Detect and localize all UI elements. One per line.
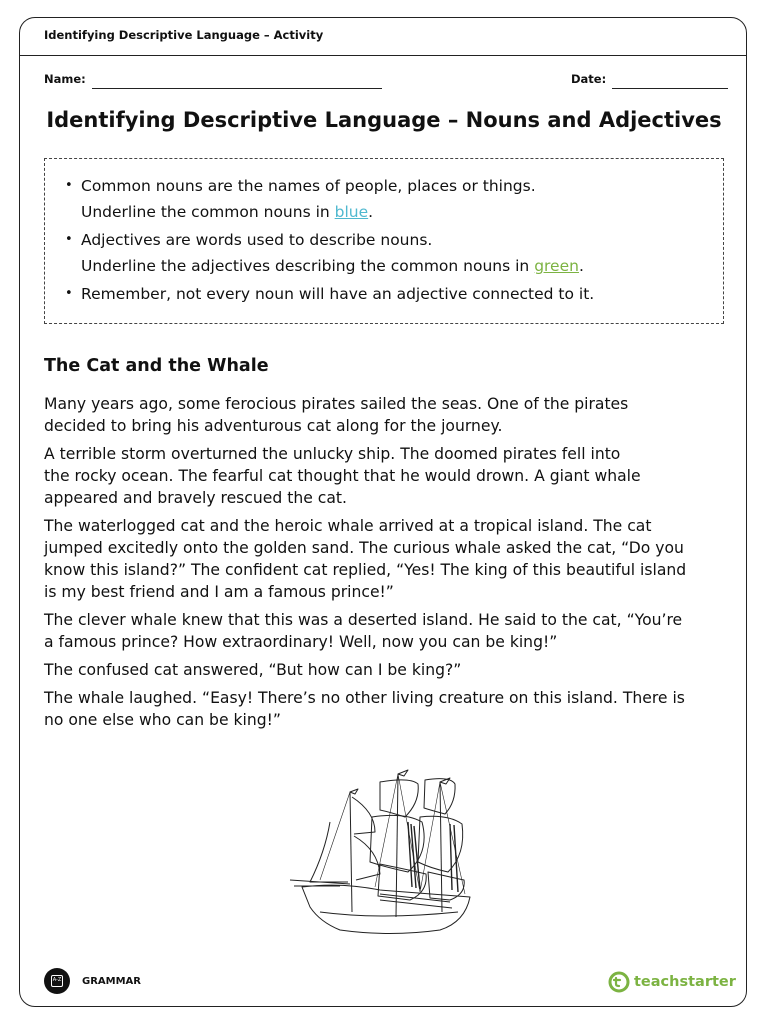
story-paragraph: A terrible storm overturned the unlucky ship. The doomed pirates fell into the rocky ocean. The fearful cat thought that he would drown. A giant whale appeared and bravely rescued the cat.: [44, 445, 641, 507]
bullet-icon: •: [65, 286, 73, 301]
story-paragraph: The clever whale knew that this was a deserted island. He said to the cat, “You’re a famous prince? How extraordinary! Well, now you can be king!”: [44, 611, 683, 651]
instruction-text: Adjectives are words used to describe nouns.: [81, 231, 433, 249]
story-paragraph: The whale laughed. “Easy! There’s no other living creature on this island. There is no one else who can be king!”: [44, 689, 685, 729]
story-body: [44, 393, 734, 737]
name-field[interactable]: [44, 72, 382, 89]
bullet-icon: •: [65, 232, 73, 247]
date-field[interactable]: [571, 72, 728, 89]
instructions-list: [65, 173, 711, 309]
name-line[interactable]: [92, 74, 382, 89]
brand-name: teachstarter: [634, 974, 736, 990]
instruction-item: [65, 281, 711, 307]
sailing-ship-illustration: [280, 762, 490, 947]
footer-category-label: GRAMMAR: [82, 976, 141, 987]
blue-color-word: blue: [334, 203, 369, 221]
date-line[interactable]: [612, 74, 728, 89]
grammar-icon: [44, 968, 70, 994]
instruction-item: [65, 227, 711, 279]
date-label: Date:: [571, 72, 607, 86]
story-paragraph: The waterlogged cat and the heroic whale arrived at a tropical island. The cat jumped excitedly onto the golden sand. The curious whale asked the cat, “Do you know this island?” The confident cat replied, “Yes! The king of this beautiful island is my best friend and I am a famous prince!”: [44, 517, 687, 601]
instruction-item: [65, 173, 711, 225]
teachstarter-logo-icon: [608, 971, 630, 993]
instruction-text: Underline the common nouns in blue.: [81, 203, 374, 221]
green-color-word: green: [534, 257, 579, 275]
name-label: Name:: [44, 72, 86, 86]
story-paragraph: Many years ago, some ferocious pirates sailed the seas. One of the pirates decided to bring his adventurous cat along for the journey.: [44, 395, 629, 435]
story-title: The Cat and the Whale: [44, 356, 269, 376]
header-title: Identifying Descriptive Language – Activity: [44, 28, 324, 42]
page-title: Identifying Descriptive Language – Nouns and Adjectives: [46, 108, 722, 132]
header-divider: [19, 55, 747, 56]
instruction-text: Common nouns are the names of people, places or things.: [81, 177, 536, 195]
bullet-icon: •: [65, 178, 73, 193]
instructions-box: [44, 158, 724, 324]
story-paragraph: The confused cat answered, “But how can I be king?”: [44, 661, 462, 679]
instruction-text: Remember, not every noun will have an adjective connected to it.: [81, 285, 595, 303]
instruction-text: Underline the adjectives describing the common nouns in green.: [81, 257, 584, 275]
grammar-badge-text: A-Z: [51, 975, 63, 987]
brand-logo[interactable]: [608, 970, 736, 994]
